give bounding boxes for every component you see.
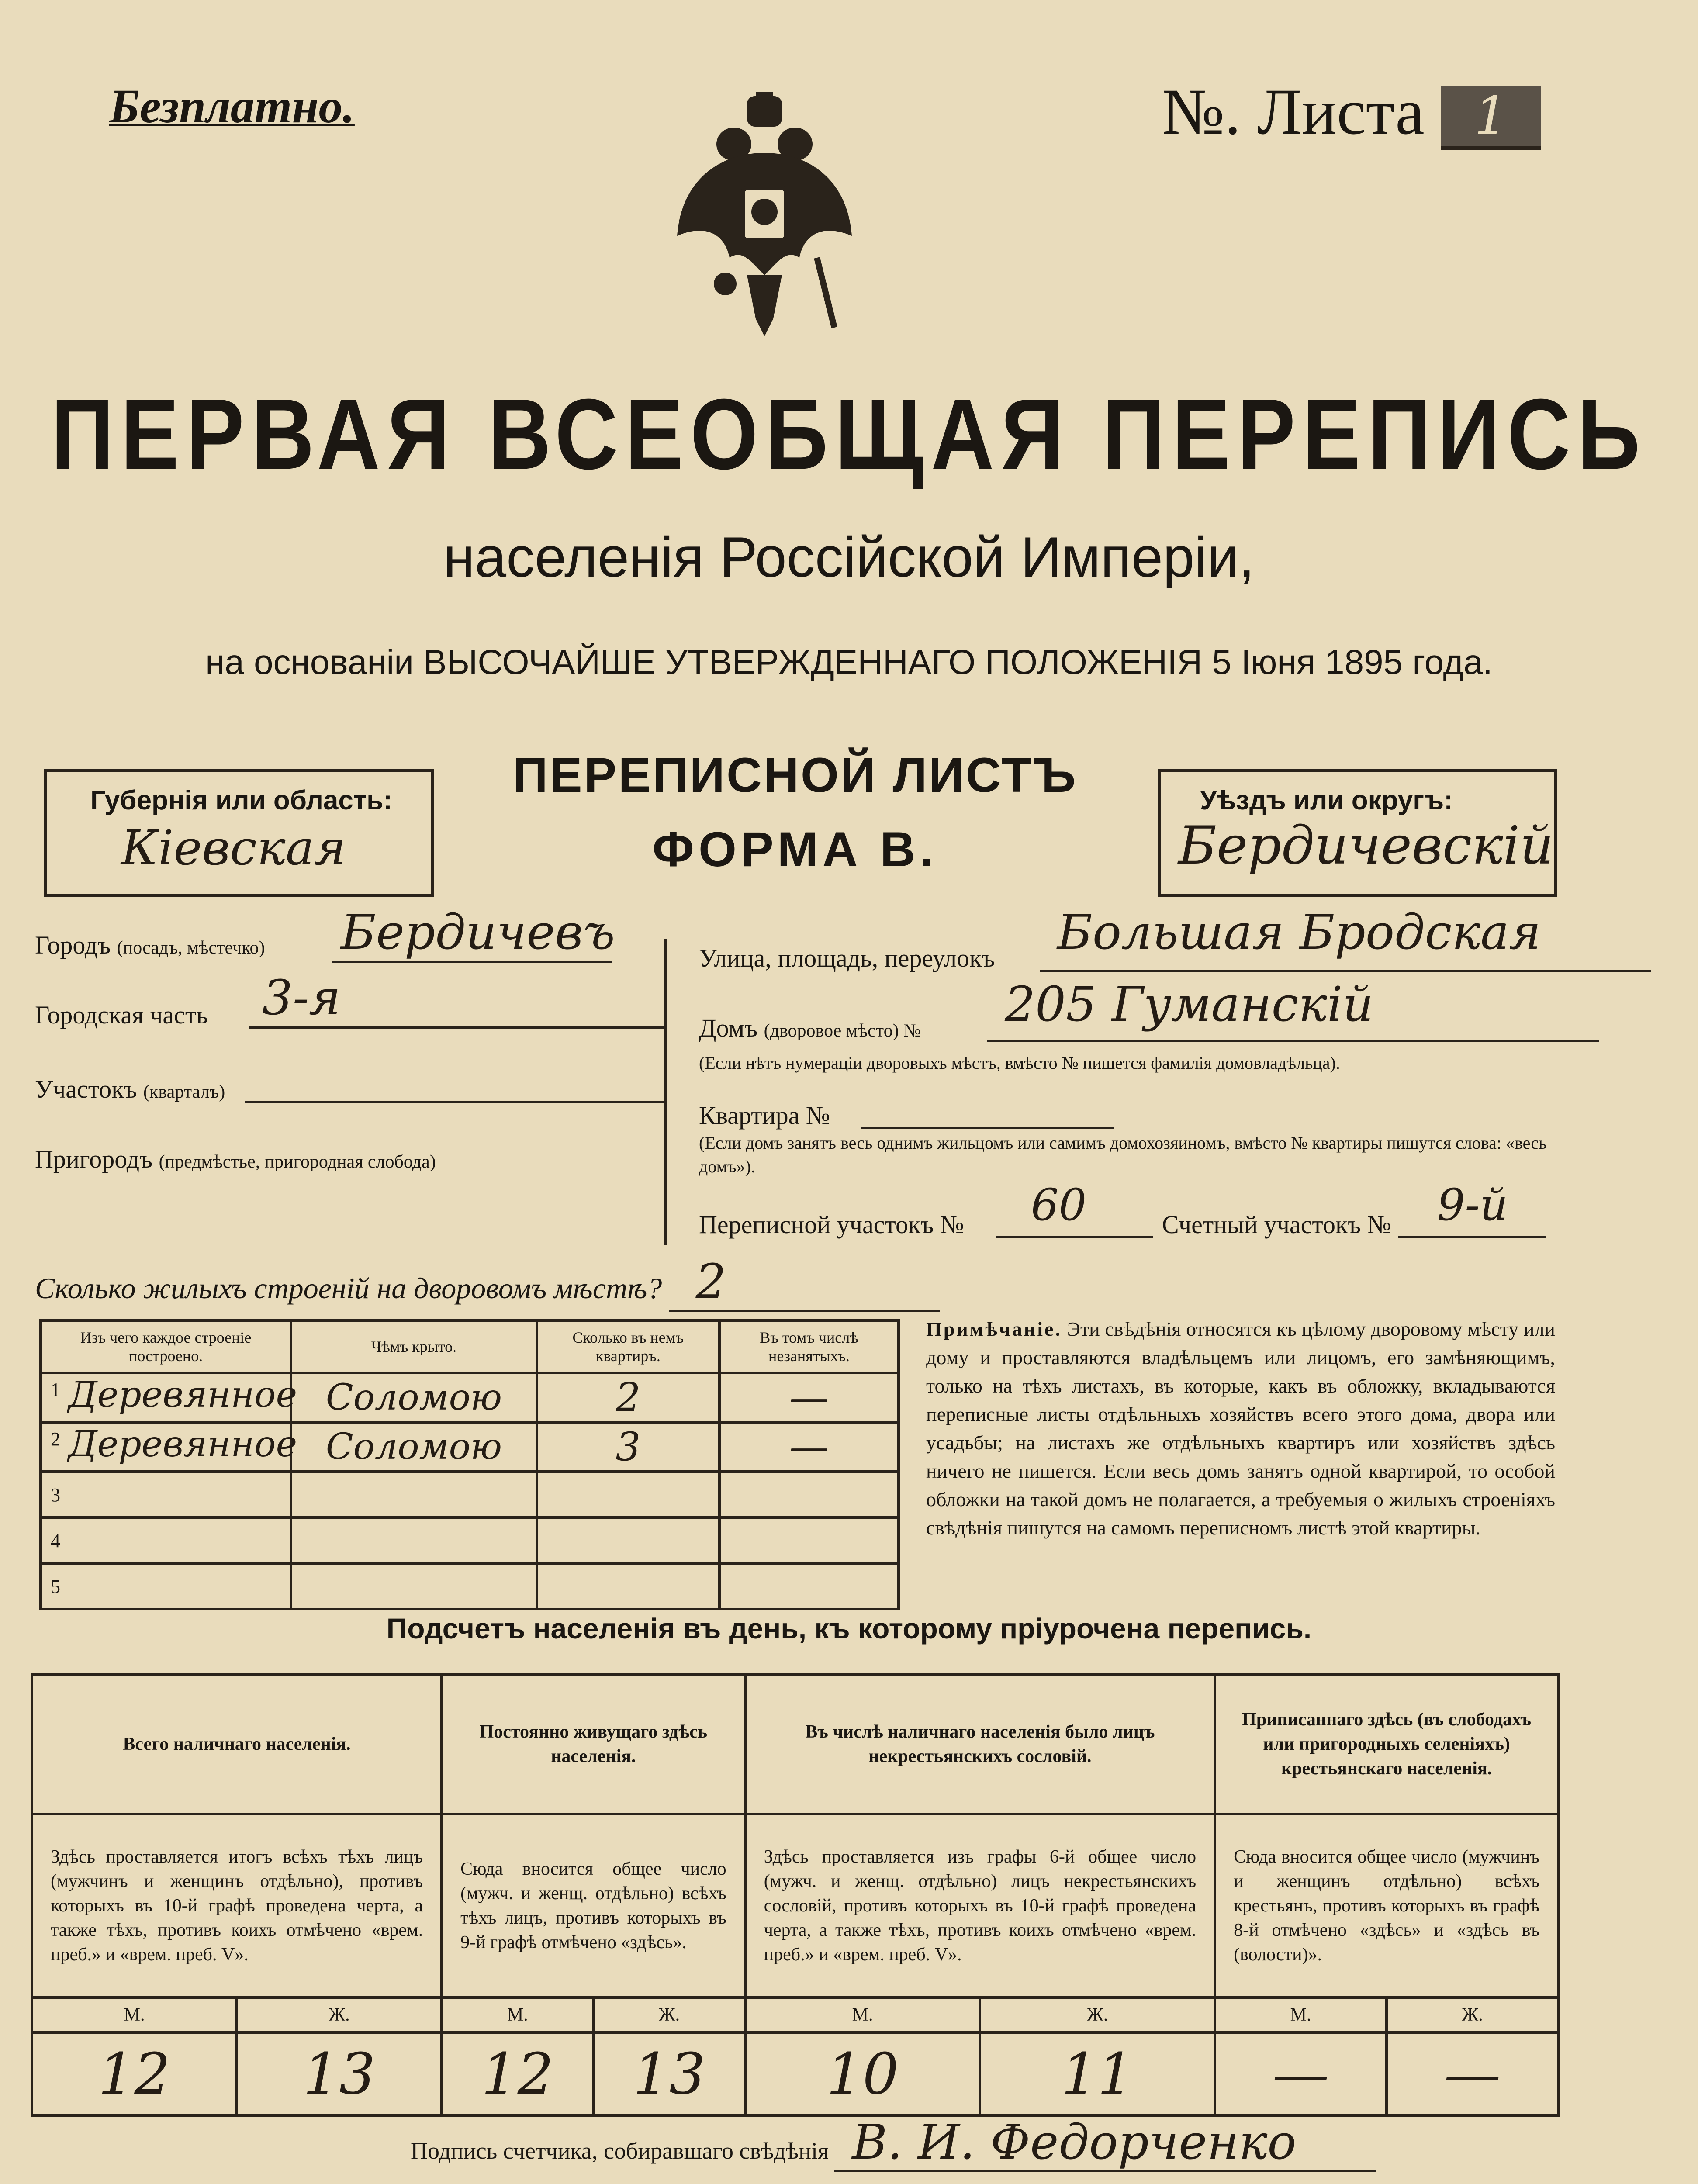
table-row xyxy=(41,1373,899,1422)
f-label: Ж. xyxy=(237,1997,442,2032)
population-desc-peasant: Сюда вносится общее число (мужчинъ и женщинъ отдѣльно) всѣхъ крестьянъ, противъ которыхъ въ графѣ 8-й отмѣчено «здѣсь» и «здѣсь въ (волости)». xyxy=(1215,1814,1558,1997)
nonpeasant-male: 10 xyxy=(745,2032,980,2115)
m-label: М. xyxy=(1215,1997,1387,2032)
note-title: Примѣчаніе. xyxy=(926,1318,1062,1340)
row-apartments: 2 xyxy=(537,1373,719,1422)
row-number: 5 xyxy=(51,1576,60,1597)
signature-label: Подпись счетчика, собиравшаго свѣдѣнія xyxy=(411,2138,829,2164)
buildings-answer: 2 xyxy=(669,1254,940,1312)
buildings-note xyxy=(926,1315,1555,1542)
m-label: М. xyxy=(32,1997,237,2032)
row-number: 4 xyxy=(51,1530,60,1552)
population-head-peasant: Приписаннаго здѣсь (въ слободахъ или пригородныхъ селеніяхъ) крестьянскаго населенія. xyxy=(1215,1674,1558,1814)
city-part-label: Городская часть xyxy=(35,1001,208,1029)
population-head-permanent: Постоянно живущаго здѣсь населенія. xyxy=(442,1674,745,1814)
permanent-female: 13 xyxy=(593,2032,745,2115)
suburb-hint: (предмѣстье, пригородная слобода) xyxy=(159,1152,436,1172)
sheet-number-label: №. Листа xyxy=(1162,76,1425,148)
sheet-number-value: 1 xyxy=(1441,86,1541,150)
census-district-value: 60 xyxy=(1031,1179,1087,1230)
city-hint: (посадъ, мѣстечко) xyxy=(117,938,265,958)
population-desc-nonpeasant: Здѣсь проставляется изъ графы 6-й общее число (мужч. и женщ. отдѣльно) лицъ некрестьянскихъ сословій, противъ которыхъ въ 10-й графѣ проведена черта, а также тѣхъ, противъ коихъ отмѣчено «врем. преб.» и «врем. преб. V». xyxy=(745,1814,1215,1997)
table-row xyxy=(41,1563,899,1609)
peasant-male: — xyxy=(1215,2032,1387,2115)
gubernia-label: Губернія или область: xyxy=(90,785,392,816)
buildings-question-text: Сколько жилыхъ строеній на дворовомъ мѣстѣ? xyxy=(35,1272,662,1305)
f-label: Ж. xyxy=(1387,1997,1558,2032)
uezd-label: Уѣздъ или округъ: xyxy=(1200,785,1453,816)
sheet-number xyxy=(1162,74,1541,150)
total-male: 12 xyxy=(32,2032,237,2115)
f-label: Ж. xyxy=(980,1997,1215,2032)
row-material: Деревянное xyxy=(68,1374,297,1416)
row-material: Деревянное xyxy=(68,1424,297,1465)
buildings-header-material: Изъ чего каждое строеніе построено. xyxy=(41,1320,291,1373)
apartment-label: Квартира № xyxy=(699,1101,830,1130)
row-number: 3 xyxy=(51,1484,60,1506)
street-value: Большая Бродская xyxy=(1057,904,1541,960)
imperial-eagle-emblem xyxy=(673,92,856,345)
population-headers xyxy=(32,1674,1558,1814)
population-desc-total: Здѣсь проставляется итогъ всѣхъ тѣхъ лицъ (мужчинъ и женщинъ отдѣльно), противъ которыхъ въ 10-й графѣ проведена черта, а также тѣхъ, противъ коихъ отмѣчено «врем. преб.» и «врем. преб. V». xyxy=(32,1814,442,1997)
district-hint: (кварталъ) xyxy=(143,1082,225,1102)
suburb-label: Пригородъ xyxy=(35,1145,153,1173)
population-title: Подсчетъ населенія въ день, къ которому пріурочена перепись. xyxy=(386,1612,1312,1645)
count-district-value: 9-й xyxy=(1437,1179,1508,1230)
address-right xyxy=(699,904,1651,1258)
population-sex-labels xyxy=(32,1997,1558,2032)
buildings-header-apartments: Сколько въ немъ квартиръ. xyxy=(537,1320,719,1373)
buildings-header-roof: Чѣмъ крыто. xyxy=(291,1320,536,1373)
apartment-note: (Если домъ занятъ весь однимъ жильцомъ или самимъ домохозяиномъ, вмѣсто № квартиры пишутся слова: «весь домъ»). xyxy=(699,1133,1547,1176)
city-label: Городъ xyxy=(35,931,111,959)
population-values xyxy=(32,2032,1558,2115)
free-label: Безплатно. xyxy=(109,79,355,133)
population-head-nonpeasant: Въ числѣ наличнаго населенія было лицъ некрестьянскихъ сословій. xyxy=(745,1674,1215,1814)
buildings-question xyxy=(35,1254,940,1312)
buildings-header-vacant: Въ томъ числѣ незанятыхъ. xyxy=(719,1320,899,1373)
count-district-label: Счетный участокъ № xyxy=(1162,1210,1391,1239)
page-title: ПЕРВАЯ ВСЕОБЩАЯ ПЕРЕПИСЬ xyxy=(51,378,1647,491)
m-label: М. xyxy=(745,1997,980,2032)
city-part-value: 3-я xyxy=(262,970,341,1026)
table-row xyxy=(41,1472,899,1517)
nonpeasant-female: 11 xyxy=(980,2032,1215,2115)
row-roof: Соломою xyxy=(291,1373,536,1422)
address-left xyxy=(35,904,638,1206)
permanent-male: 12 xyxy=(442,2032,593,2115)
row-roof: Соломою xyxy=(291,1422,536,1472)
buildings-table-header xyxy=(41,1320,899,1373)
form-label: ФОРМА В. xyxy=(652,822,938,877)
house-label: Домъ xyxy=(699,1014,758,1042)
buildings-table xyxy=(39,1319,900,1610)
uezd-box xyxy=(1158,769,1557,897)
population-table xyxy=(31,1673,1560,2117)
population-descriptions xyxy=(32,1814,1558,1997)
table-row xyxy=(41,1517,899,1563)
total-female: 13 xyxy=(237,2032,442,2115)
form-name: ПЕРЕПИСНОЙ ЛИСТЪ xyxy=(512,748,1078,802)
row-apartments: 3 xyxy=(537,1422,719,1472)
signature-row xyxy=(411,2114,1376,2172)
gubernia-box xyxy=(44,769,434,897)
district-label: Участокъ xyxy=(35,1075,137,1103)
uezd-value: Бердичевскій xyxy=(1178,816,1554,876)
house-hint: (дворовое мѣсто) № xyxy=(764,1021,921,1041)
gubernia-value: Кіевская xyxy=(121,820,346,876)
note-text: Эти свѣдѣнія относятся къ цѣлому дворовому мѣсту или дому и проставляются владѣльцемъ или лицомъ, его замѣняющимъ, только на тѣхъ листахъ, въ которые, какъ въ обложку, вкладываются переписные листы отдѣльныхъ хозяйствъ всего этого дома, двора или усадьбы; на листахъ же отдѣльныхъ квартиръ или хозяйствъ здѣсь ничего не пишется. Если весь домъ занятъ одной квартирой, то особой обложки на такой домъ не полагается, а требуемыя о жилыхъ строеніяхъ свѣдѣнія пишутся на самомъ переписномъ листѣ этой квартиры. xyxy=(926,1318,1556,1539)
address-divider xyxy=(664,939,667,1245)
house-note: (Если нѣтъ нумераціи дворовыхъ мѣстъ, вмѣсто № пишется фамилія домовладѣльца). xyxy=(699,1053,1340,1073)
page-basis: на основаніи ВЫСОЧАЙШЕ УТВЕРЖДЕННАГО ПОЛОЖЕНІЯ 5 Іюня 1895 года. xyxy=(205,643,1493,681)
population-desc-permanent: Сюда вносится общее число (мужч. и женщ. отдѣльно) всѣхъ тѣхъ лицъ, противъ которыхъ въ 9-й графѣ отмѣчено «здѣсь». xyxy=(442,1814,745,1997)
m-label: М. xyxy=(442,1997,593,2032)
row-number: 1 xyxy=(51,1379,60,1400)
f-label: Ж. xyxy=(593,1997,745,2032)
signature-value: В. И. Федорченко xyxy=(834,2114,1376,2172)
house-value: 205 Гуманскій xyxy=(1005,976,1374,1032)
row-vacant: — xyxy=(719,1422,899,1472)
peasant-female: — xyxy=(1387,2032,1558,2115)
table-row xyxy=(41,1422,899,1472)
row-number: 2 xyxy=(51,1428,60,1450)
page-subtitle: населенія Россійской Имперіи, xyxy=(443,525,1255,589)
row-vacant: — xyxy=(719,1373,899,1422)
city-value: Бердичевъ xyxy=(341,904,615,960)
census-district-label: Переписной участокъ № xyxy=(699,1210,965,1239)
population-head-total: Всего наличнаго населенія. xyxy=(32,1674,442,1814)
street-label: Улица, площадь, переулокъ xyxy=(699,944,995,972)
